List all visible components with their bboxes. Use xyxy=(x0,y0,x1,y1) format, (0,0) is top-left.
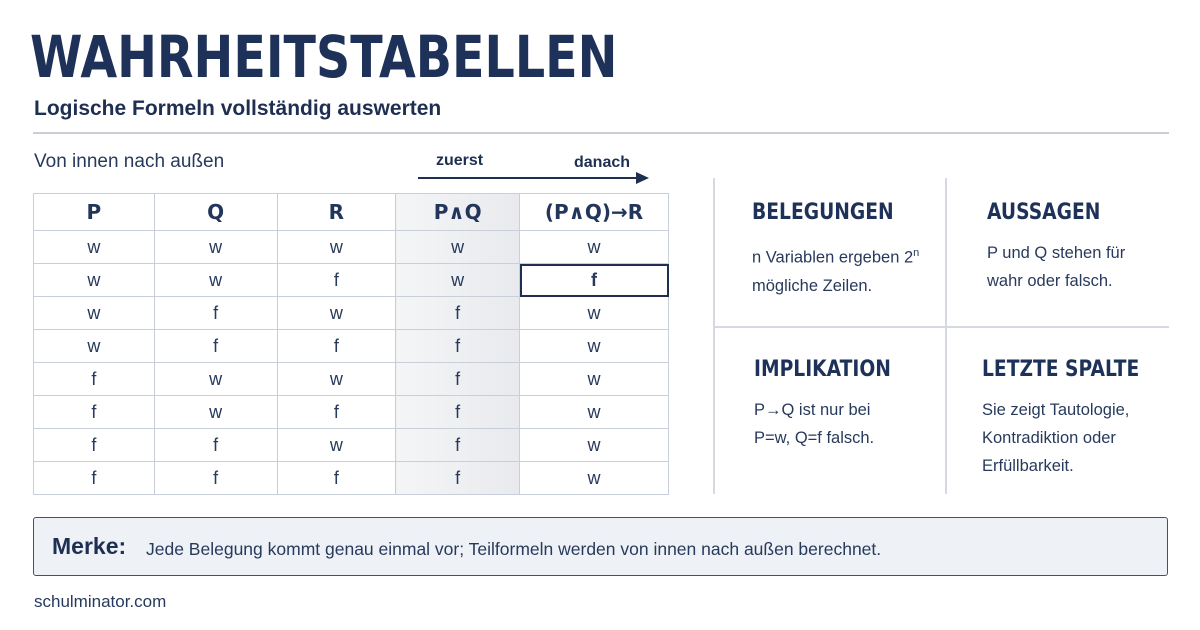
table-cell: w xyxy=(154,264,277,297)
card-text: Sie zeigt Tautologie, Kontradiktion oder Erfüllbarkeit. xyxy=(982,401,1130,475)
table-row xyxy=(34,429,669,462)
table-cell: w xyxy=(277,363,396,396)
table-cell: w xyxy=(277,429,396,462)
truth-table xyxy=(33,193,669,495)
table-cell: f xyxy=(396,330,520,363)
table-cell: w xyxy=(34,264,155,297)
card-title: IMPLIKATION xyxy=(754,357,891,382)
card-title: BELEGUNGEN xyxy=(752,200,894,225)
table-cell: f xyxy=(277,330,396,363)
table-cell: w xyxy=(396,231,520,264)
note-box xyxy=(33,517,1168,576)
table-cell: w xyxy=(34,330,155,363)
table-cell: f xyxy=(34,429,155,462)
card-text: P→Q ist nur bei P=w, Q=f falsch. xyxy=(754,401,875,447)
column-header-p: P xyxy=(34,194,155,231)
right-arrow-icon xyxy=(418,169,650,187)
table-cell: w xyxy=(154,231,277,264)
table-row xyxy=(34,396,669,429)
table-cell: w xyxy=(520,330,669,363)
page-subtitle: Logische Formeln vollständig auswerten xyxy=(34,97,442,120)
card-text: P und Q stehen für wahr oder falsch. xyxy=(987,244,1126,290)
footer-site: schulminator.com xyxy=(34,592,167,611)
table-cell: w xyxy=(520,429,669,462)
header-divider xyxy=(33,132,1169,134)
table-cell: w xyxy=(520,297,669,330)
card-text: n Variablen ergeben 2$^n$ mögliche Zeilen. xyxy=(752,247,920,295)
card-title: AUSSAGEN xyxy=(987,200,1101,225)
table-cell: f xyxy=(154,297,277,330)
column-header-implication: (P∧Q)→R xyxy=(520,194,669,231)
table-row xyxy=(34,330,669,363)
table-cell: f xyxy=(154,462,277,495)
table-cell: f xyxy=(277,396,396,429)
table-row xyxy=(34,231,669,264)
card-letzte-spalte xyxy=(982,357,1167,480)
info-divider-horizontal xyxy=(714,326,1169,328)
table-cell: w xyxy=(277,231,396,264)
table-cell: f xyxy=(396,363,520,396)
card-implikation xyxy=(754,357,915,452)
table-cell: f xyxy=(396,429,520,462)
card-aussagen xyxy=(987,200,1125,295)
info-divider-middle xyxy=(945,178,947,494)
table-row xyxy=(34,264,669,297)
table-row xyxy=(34,363,669,396)
column-header-q: Q xyxy=(154,194,277,231)
table-row xyxy=(34,297,669,330)
table-cell: f xyxy=(277,264,396,297)
table-cell: w xyxy=(34,297,155,330)
table-cell: f xyxy=(154,429,277,462)
table-cell: w xyxy=(154,363,277,396)
evaluation-order-label: Von innen nach außen xyxy=(34,151,225,172)
table-cell: w xyxy=(396,264,520,297)
table-cell: f xyxy=(396,396,520,429)
table-cell: f xyxy=(396,462,520,495)
table-cell: f xyxy=(34,462,155,495)
highlighted-false-cell: f xyxy=(520,264,669,297)
note-label: Merke: xyxy=(52,533,127,559)
table-cell: f xyxy=(34,363,155,396)
table-cell: w xyxy=(520,462,669,495)
table-cell: f xyxy=(277,462,396,495)
table-cell: f xyxy=(154,330,277,363)
column-header-p-and-q: P∧Q xyxy=(396,194,520,231)
table-row xyxy=(34,462,669,495)
table-cell: f xyxy=(34,396,155,429)
table-cell: f xyxy=(396,297,520,330)
card-title: LETZTE SPALTE xyxy=(982,357,1140,382)
table-cell: w xyxy=(520,396,669,429)
then-label: danach xyxy=(574,154,631,171)
column-header-r: R xyxy=(277,194,396,231)
table-header-row xyxy=(34,194,669,231)
table-cell: w xyxy=(520,231,669,264)
info-divider-left xyxy=(713,178,715,494)
first-label: zuerst xyxy=(436,152,484,169)
note-text: Jede Belegung kommt genau einmal vor; Teilformeln werden von innen nach außen berechnet. xyxy=(146,539,882,559)
table-cell: w xyxy=(520,363,669,396)
table-cell: w xyxy=(277,297,396,330)
card-belegungen xyxy=(752,200,919,300)
table-cell: w xyxy=(34,231,155,264)
page-title: WAHRHEITSTABELLEN xyxy=(30,23,618,91)
table-cell: w xyxy=(154,396,277,429)
